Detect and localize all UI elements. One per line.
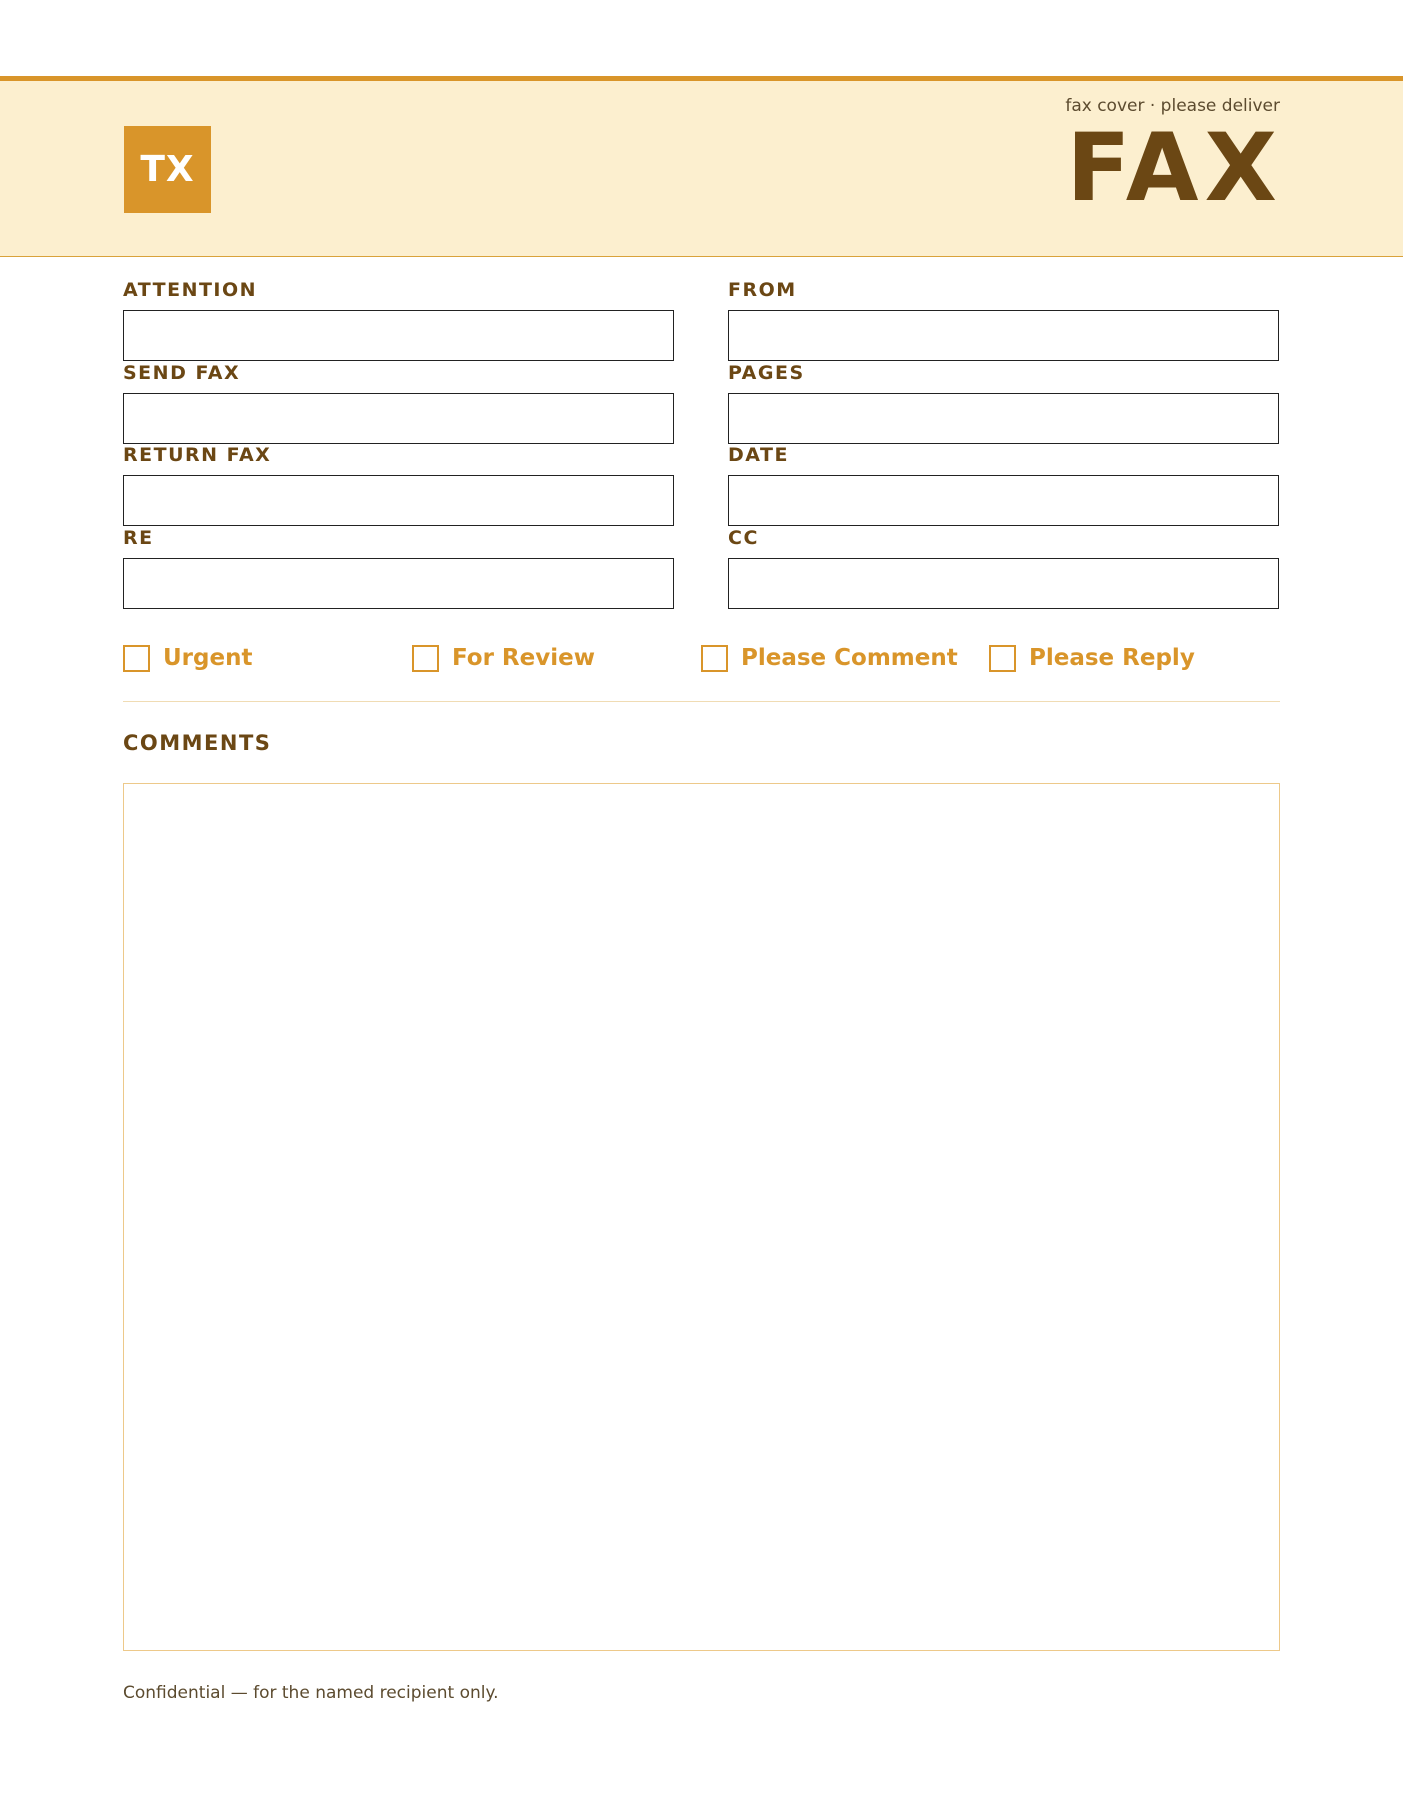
send-fax-label: SEND FAX [123, 362, 241, 384]
cc-field-group [728, 527, 1279, 609]
return-fax-field[interactable] [123, 475, 674, 526]
re-label: RE [123, 527, 154, 549]
header-tagline: fax cover · please deliver [1065, 96, 1280, 116]
section-divider [123, 701, 1280, 702]
send-fax-field[interactable] [123, 393, 674, 444]
status-checkbox-row [123, 643, 1280, 673]
re-field-group [123, 527, 674, 609]
cc-label: CC [728, 527, 759, 549]
attention-field[interactable] [123, 310, 674, 361]
comments-field[interactable] [123, 783, 1280, 1651]
please-reply-check-label: Please Reply [1029, 645, 1195, 671]
re-field[interactable] [123, 558, 674, 609]
pages-label: PAGES [728, 362, 805, 384]
for-review-check[interactable] [412, 643, 595, 673]
date-field-group [728, 444, 1279, 526]
send-fax-field-group [123, 362, 674, 444]
return-fax-field-group [123, 444, 674, 526]
for-review-check-label: For Review [452, 645, 595, 671]
cc-field[interactable] [728, 558, 1279, 609]
please-comment-check[interactable] [701, 643, 958, 673]
from-field[interactable] [728, 310, 1279, 361]
urgent-check[interactable] [123, 643, 252, 673]
pages-field[interactable] [728, 393, 1279, 444]
please-comment-check-label: Please Comment [741, 645, 958, 671]
please-reply-check[interactable] [989, 643, 1195, 673]
attention-field-group [123, 279, 674, 361]
date-label: DATE [728, 444, 789, 466]
attention-label: ATTENTION [123, 279, 258, 301]
return-fax-label: RETURN FAX [123, 444, 272, 466]
logo-text: TX [140, 149, 195, 190]
please-comment-checkbox[interactable] [701, 645, 728, 672]
for-review-checkbox[interactable] [412, 645, 439, 672]
please-reply-checkbox[interactable] [989, 645, 1016, 672]
fax-title: FAX [1066, 114, 1283, 223]
company-logo [124, 126, 211, 213]
confidentiality-note: Confidential — for the named recipient only. [123, 1683, 499, 1703]
comments-label: COMMENTS [123, 731, 272, 755]
pages-field-group [728, 362, 1279, 444]
from-field-group [728, 279, 1279, 361]
urgent-checkbox[interactable] [123, 645, 150, 672]
date-field[interactable] [728, 475, 1279, 526]
urgent-check-label: Urgent [163, 645, 253, 671]
from-label: FROM [728, 279, 797, 301]
